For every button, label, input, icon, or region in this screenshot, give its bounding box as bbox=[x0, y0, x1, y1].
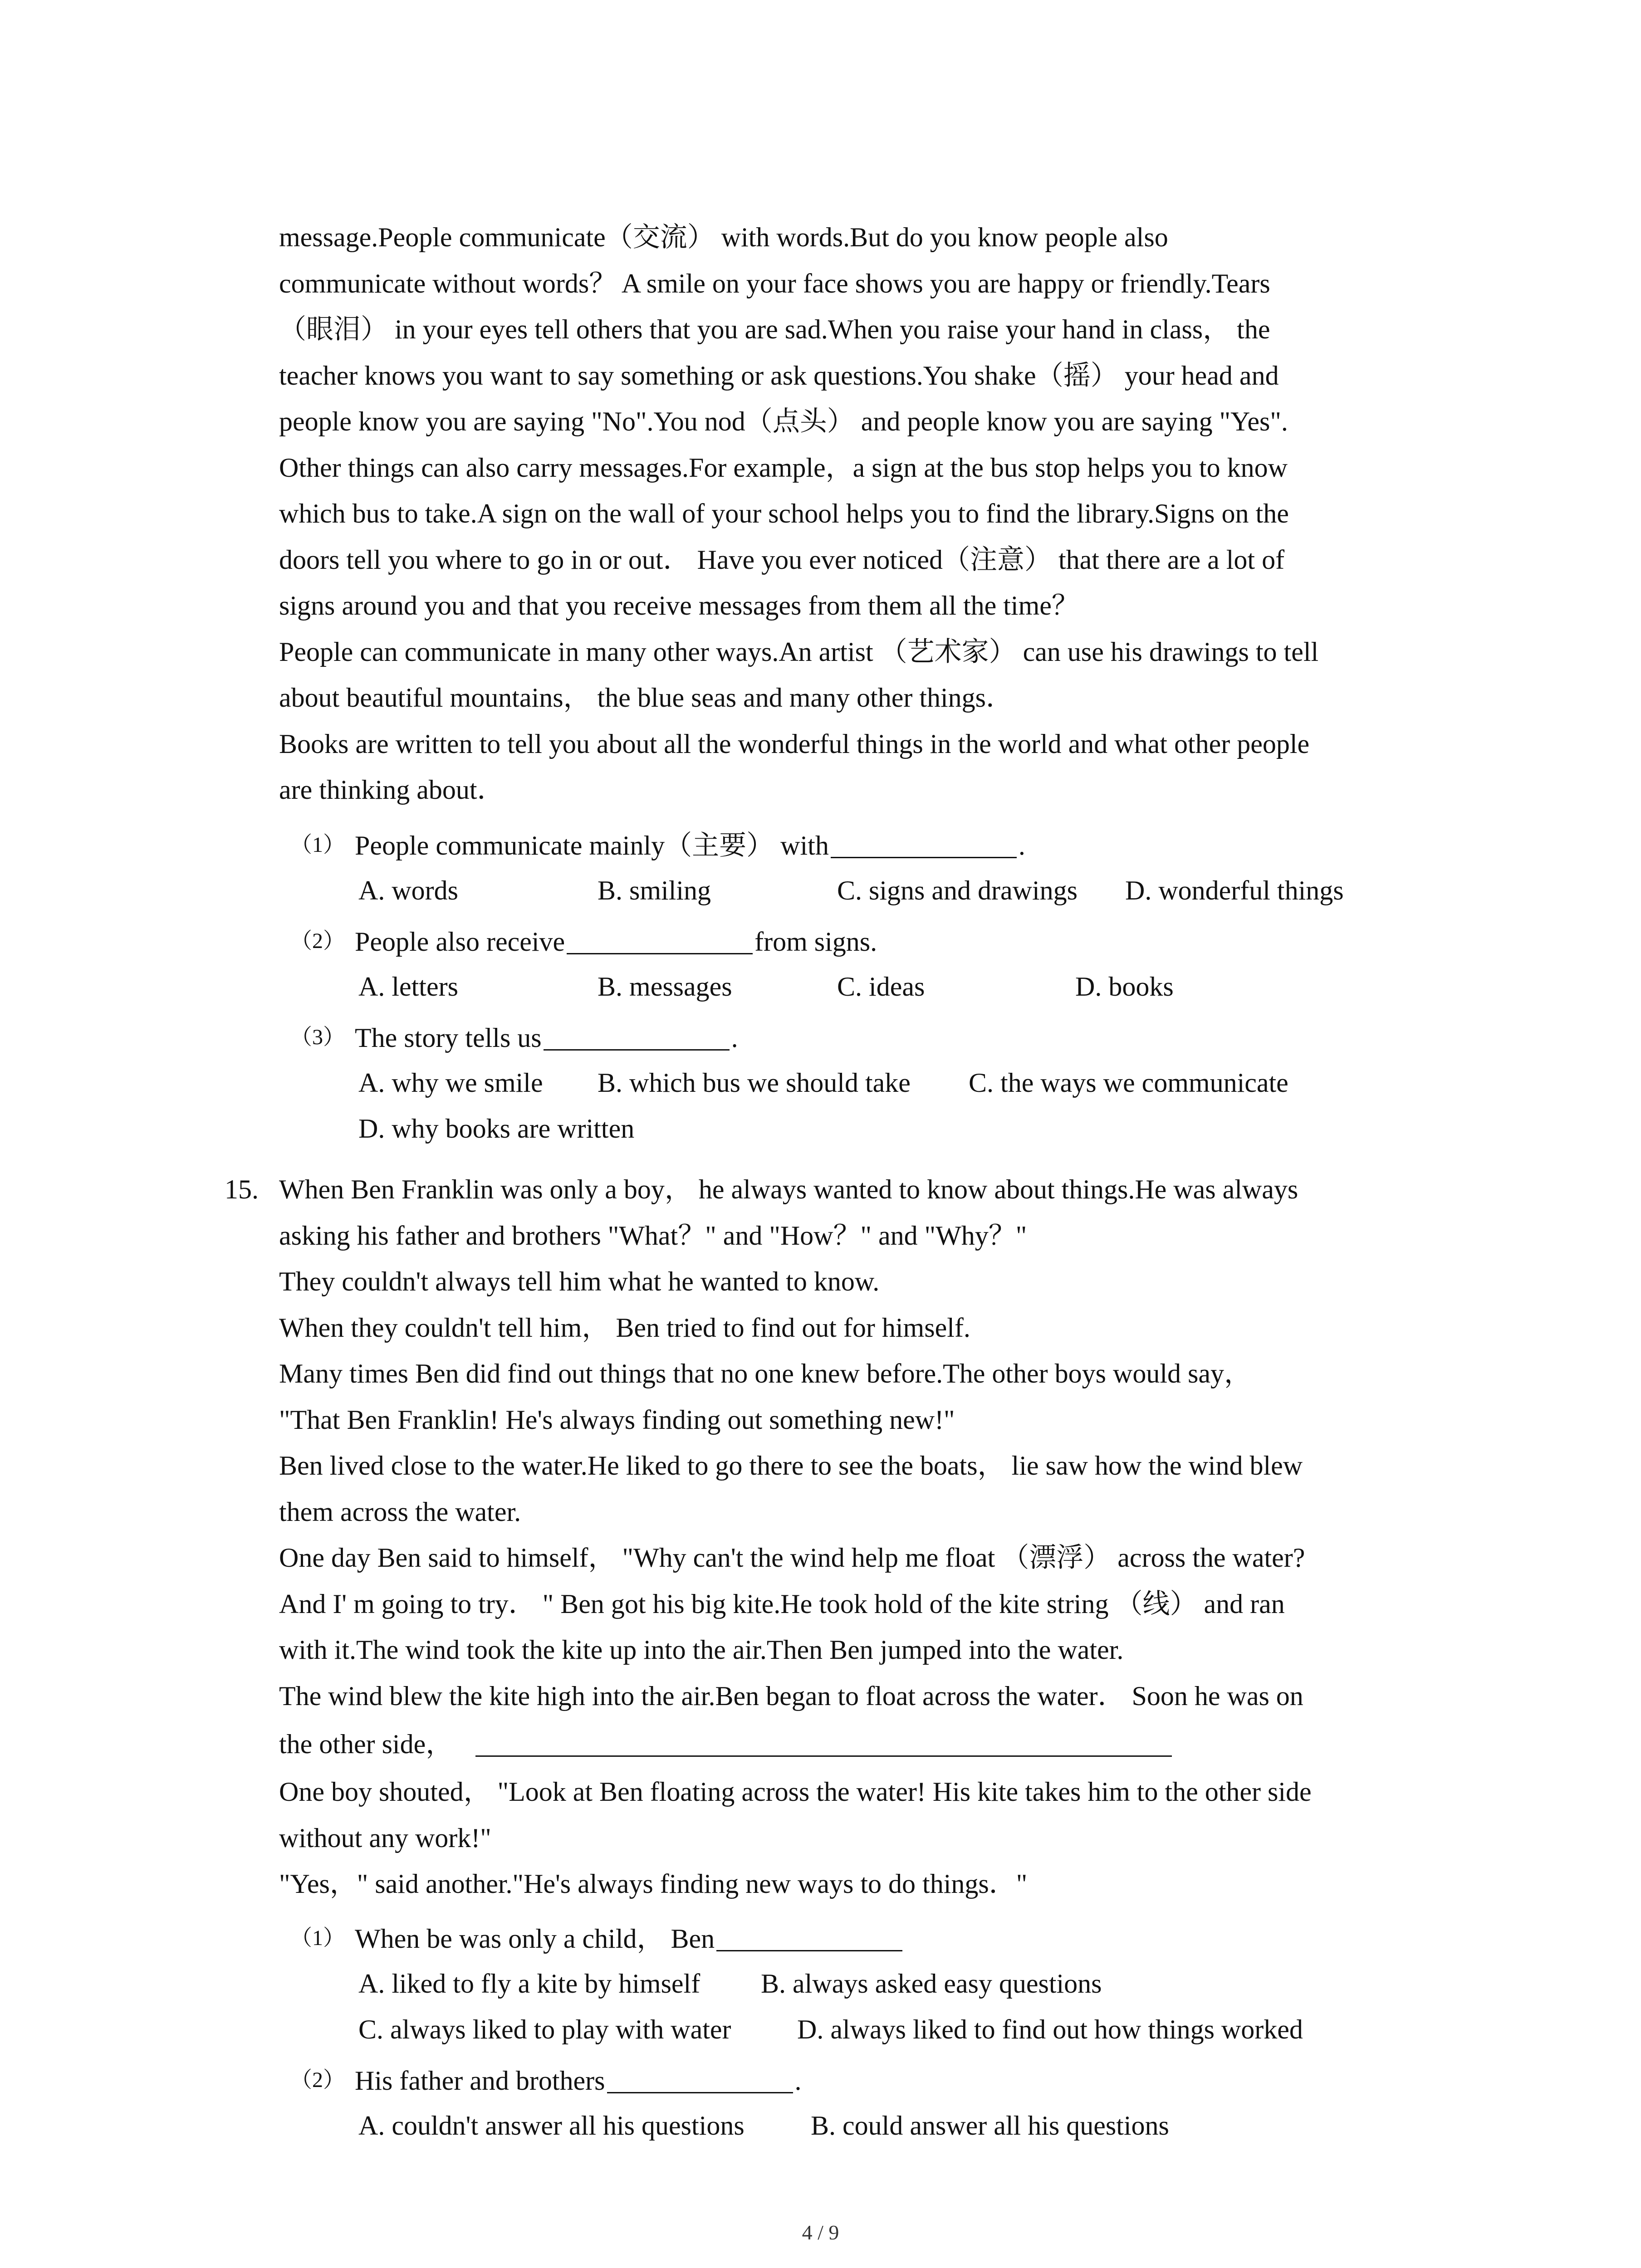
option-d[interactable]: D. books bbox=[1075, 972, 1174, 1002]
option-a[interactable]: A. words bbox=[358, 875, 458, 905]
passage-line: are thinking about． bbox=[279, 775, 505, 805]
question-number: 15. bbox=[225, 1174, 259, 1204]
passage-line: "That Ben Franklin! He's always finding out something new!" bbox=[279, 1404, 955, 1435]
question-stem: When be was only a child， Ben bbox=[355, 1924, 715, 1954]
passage-line: （眼泪） in your eyes tell others that you are sad.When you raise your hand in class， the bbox=[279, 314, 1270, 344]
option-c[interactable]: C. the ways we communicate bbox=[969, 1068, 1288, 1098]
passage-line: doors tell you where to go in or out． Have you ever noticed（注意） that there are a lot of bbox=[279, 544, 1285, 575]
question-stem-end: . bbox=[731, 1023, 738, 1053]
option-b[interactable]: B. messages bbox=[598, 972, 732, 1002]
option-a[interactable]: A. couldn't answer all his questions bbox=[358, 2111, 745, 2141]
question-stem-end: from signs. bbox=[754, 927, 877, 957]
question-stem: People also receive bbox=[355, 927, 565, 957]
question-15-2 bbox=[290, 2057, 1465, 2104]
passage-line: them across the water. bbox=[279, 1496, 521, 1527]
passage-line: teacher knows you want to say something or ask questions.You shake（摇） your head and bbox=[279, 360, 1279, 391]
passage-14-text bbox=[279, 215, 1468, 813]
passage-line: And I' m going to try． " Ben got his big kite.He took hold of the kite string （线） and ran bbox=[279, 1589, 1285, 1619]
option-d[interactable]: D. wonderful things bbox=[1125, 875, 1344, 905]
passage-15-text bbox=[279, 1167, 1468, 1907]
question-stem: People communicate mainly（主要） with bbox=[355, 831, 829, 860]
passage-line: Many times Ben did find out things that no one knew before.The other boys would say， bbox=[279, 1359, 1251, 1388]
passage-line: When Ben Franklin was only a boy， he always wanted to know about things.He was always bbox=[279, 1174, 1298, 1204]
option-b[interactable]: B. which bus we should take bbox=[598, 1068, 911, 1098]
passage-line: One boy shouted， "Look at Ben floating across the water! His kite takes him to the other side bbox=[279, 1777, 1312, 1807]
passage-line: without any work!" bbox=[279, 1823, 491, 1853]
option-a[interactable]: A. letters bbox=[358, 972, 458, 1002]
answer-blank[interactable] bbox=[607, 2065, 793, 2093]
passage-line: Ben lived close to the water.He liked to go there to see the boats， lie saw how the wind blew bbox=[279, 1451, 1303, 1481]
passage-line: signs around you and that you receive messages from them all the time？ bbox=[279, 591, 1079, 621]
option-b[interactable]: B. always asked easy questions bbox=[761, 1969, 1102, 1999]
passage-line: about beautiful mountains， the blue seas and many other things． bbox=[279, 683, 1014, 713]
answer-blank[interactable] bbox=[567, 926, 753, 954]
passage-line: asking his father and brothers "What？" and "How？" and "Why？" bbox=[279, 1220, 1027, 1251]
passage-line-with-blank bbox=[279, 1719, 1468, 1769]
answer-blank[interactable] bbox=[544, 1022, 730, 1051]
passage-line: Books are written to tell you about all the wonderful things in the world and what other people bbox=[279, 728, 1310, 759]
question-14-1 bbox=[290, 822, 1465, 869]
passage-line: People can communicate in many other ways.An artist （艺术家） can use his drawings to tell bbox=[279, 636, 1319, 667]
option-a[interactable]: A. liked to fly a kite by himself bbox=[358, 1969, 700, 1999]
option-d[interactable]: D. always liked to find out how things worked bbox=[797, 2014, 1303, 2044]
option-c[interactable]: C. ideas bbox=[837, 972, 925, 1002]
question-stem: His father and brothers bbox=[355, 2066, 605, 2096]
passage-line: message.People communicate（交流） with words.But do you know people also bbox=[279, 222, 1168, 252]
option-c[interactable]: C. always liked to play with water bbox=[358, 2014, 731, 2044]
question-stem-end: . bbox=[794, 2066, 802, 2096]
question-15-1 bbox=[290, 1915, 1465, 1962]
sentence-blank[interactable] bbox=[475, 1728, 1172, 1757]
answer-blank[interactable] bbox=[716, 1923, 902, 1951]
passage-line: One day Ben said to himself， "Why can't the wind help me float （漂浮） across the water? bbox=[279, 1543, 1305, 1573]
page-number: 4 / 9 bbox=[802, 2221, 839, 2244]
passage-line: The wind blew the kite high into the air.Ben began to float across the water． Soon he was on bbox=[279, 1681, 1303, 1711]
question-stem: The story tells us bbox=[355, 1023, 542, 1053]
passage-line: They couldn't always tell him what he wanted to know. bbox=[279, 1266, 880, 1296]
passage-line: Other things can also carry messages.For example，a sign at the bus stop helps you to know bbox=[279, 452, 1288, 483]
option-d[interactable]: D. why books are written bbox=[358, 1114, 635, 1144]
question-label: （3） bbox=[290, 1025, 345, 1049]
passage-line-prefix: the other side， bbox=[279, 1729, 453, 1759]
passage-line: When they couldn't tell him， Ben tried to find out for himself. bbox=[279, 1312, 970, 1343]
passage-line: which bus to take.A sign on the wall of your school helps you to find the library.Signs on the bbox=[279, 499, 1289, 528]
answer-blank[interactable] bbox=[831, 830, 1017, 858]
question-label: （2） bbox=[290, 929, 345, 953]
question-stem-end: . bbox=[1018, 831, 1025, 860]
question-14-3 bbox=[290, 1014, 1465, 1061]
question-label: （1） bbox=[290, 833, 345, 857]
option-c[interactable]: C. signs and drawings bbox=[837, 875, 1078, 905]
passage-line: people know you are saying "No".You nod（点头） and people know you are saying "Yes". bbox=[279, 406, 1288, 436]
option-b[interactable]: B. smiling bbox=[598, 875, 711, 905]
passage-line: "Yes，" said another."He's always finding new ways to do things．" bbox=[279, 1869, 1028, 1899]
option-b[interactable]: B. could answer all his questions bbox=[811, 2111, 1169, 2141]
option-a[interactable]: A. why we smile bbox=[358, 1068, 543, 1098]
question-14-2 bbox=[290, 918, 1465, 965]
question-label: （1） bbox=[290, 1926, 345, 1950]
question-label: （2） bbox=[290, 2068, 345, 2092]
passage-line: with it.The wind took the kite up into the air.Then Ben jumped into the water. bbox=[279, 1635, 1124, 1665]
passage-line: communicate without words？ A smile on your face shows you are happy or friendly.Tears bbox=[279, 268, 1270, 298]
